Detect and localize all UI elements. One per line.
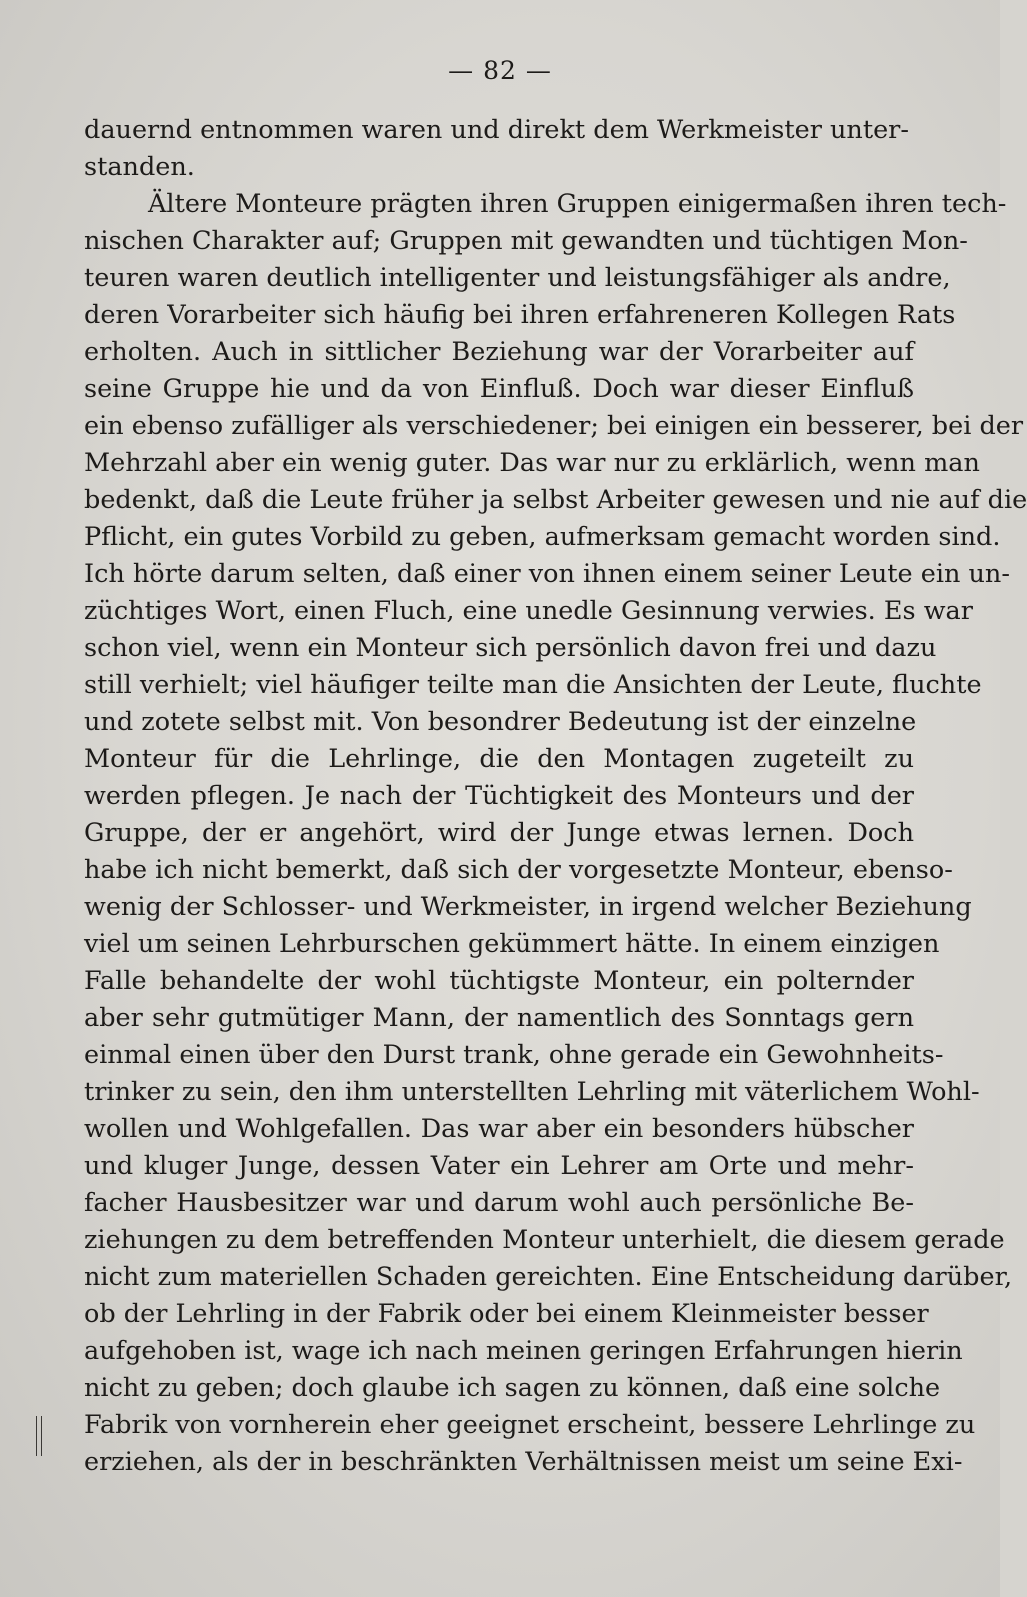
text-line: ziehungen zu dem betreffenden Monteur unterhielt, die diesem gerade <box>84 1225 1005 1255</box>
text-line: züchtiges Wort, einen Fluch, eine unedle Gesinnung verwies. Es war <box>84 596 973 626</box>
text-line: schon viel, wenn ein Monteur sich persönlich davon frei und dazu <box>84 633 937 663</box>
text-line: bedenkt, daß die Leute früher ja selbst Arbeiter gewesen und nie auf die <box>84 485 1027 515</box>
text-line: und zotete selbst mit. Von besondrer Bedeutung ist der einzelne <box>84 707 917 737</box>
text-line: nicht zu geben; doch glaube ich sagen zu können, daß eine solche <box>84 1373 941 1403</box>
text-line: ob der Lehrling in der Fabrik oder bei einem Kleinmeister besser <box>84 1299 929 1329</box>
text-line: nischen Charakter auf; Gruppen mit gewandten und tüchtigen Mon- <box>84 226 968 256</box>
page-number: — 82 — <box>448 56 552 85</box>
text-line: trinker zu sein, den ihm unterstellten Lehrling mit väterlichem Wohl- <box>84 1077 980 1107</box>
text-line: Ich hörte darum selten, daß einer von ihnen einem seiner Leute ein un- <box>84 559 1010 589</box>
text-line: und kluger Junge, dessen Vater ein Lehrer am Orte und mehr- <box>84 1151 914 1181</box>
text-line: nicht zum materiellen Schaden gereichten. Eine Entscheidung darüber, <box>84 1262 1013 1292</box>
text-line: facher Hausbesitzer war und darum wohl auch persönliche Be- <box>84 1188 914 1218</box>
margin-mark <box>36 1416 42 1456</box>
text-line: viel um seinen Lehrburschen gekümmert hätte. In einem einzigen <box>84 929 940 959</box>
text-line: dauernd entnommen waren und direkt dem Werkmeister unter- <box>84 115 909 145</box>
text-line: Pflicht, ein gutes Vorbild zu geben, aufmerksam gemacht worden sind. <box>84 522 1001 552</box>
body-text <box>84 112 1027 1481</box>
text-line: werden pflegen. Je nach der Tüchtigkeit des Monteurs und der <box>84 781 914 811</box>
text-line: Fabrik von vornherein eher geeignet erscheint, bessere Lehrlinge zu <box>84 1410 976 1440</box>
text-line: teuren waren deutlich intelligenter und leistungsfähiger als andre, <box>84 263 951 293</box>
text-line: Gruppe, der er angehört, wird der Junge etwas lernen. Doch <box>84 818 914 848</box>
text-line: ein ebenso zufälliger als verschiedener; bei einigen ein besserer, bei der <box>84 411 1024 441</box>
text-line: erziehen, als der in beschränkten Verhältnissen meist um seine Exi- <box>84 1447 963 1477</box>
text-line: wollen und Wohlgefallen. Das war aber ein besonders hübscher <box>84 1114 914 1144</box>
text-line: aufgehoben ist, wage ich nach meinen geringen Erfahrungen hierin <box>84 1336 963 1366</box>
text-line: Mehrzahl aber ein wenig guter. Das war nur zu erklärlich, wenn man <box>84 448 980 478</box>
text-line: Ältere Monteure prägten ihren Gruppen einigermaßen ihren tech- <box>148 189 1007 219</box>
text-line: einmal einen über den Durst trank, ohne gerade ein Gewohnheits- <box>84 1040 944 1070</box>
text-line: still verhielt; viel häufiger teilte man die Ansichten der Leute, fluchte <box>84 670 982 700</box>
text-line: standen. <box>84 152 195 182</box>
text-line: Falle behandelte der wohl tüchtigste Monteur, ein polternder <box>84 966 914 996</box>
text-line: wenig der Schlosser- und Werkmeister, in irgend welcher Beziehung <box>84 892 972 922</box>
text-line: Monteur für die Lehrlinge, die den Montagen zugeteilt zu <box>84 744 914 774</box>
text-line: seine Gruppe hie und da von Einfluß. Doch war dieser Einfluß <box>84 374 914 404</box>
text-line: aber sehr gutmütiger Mann, der namentlich des Sonntags gern <box>84 1003 914 1033</box>
text-line: deren Vorarbeiter sich häufig bei ihren erfahreneren Kollegen Rats <box>84 300 956 330</box>
text-line: erholten. Auch in sittlicher Beziehung war der Vorarbeiter auf <box>84 337 914 367</box>
text-line: habe ich nicht bemerkt, daß sich der vorgesetzte Monteur, ebenso- <box>84 855 953 885</box>
